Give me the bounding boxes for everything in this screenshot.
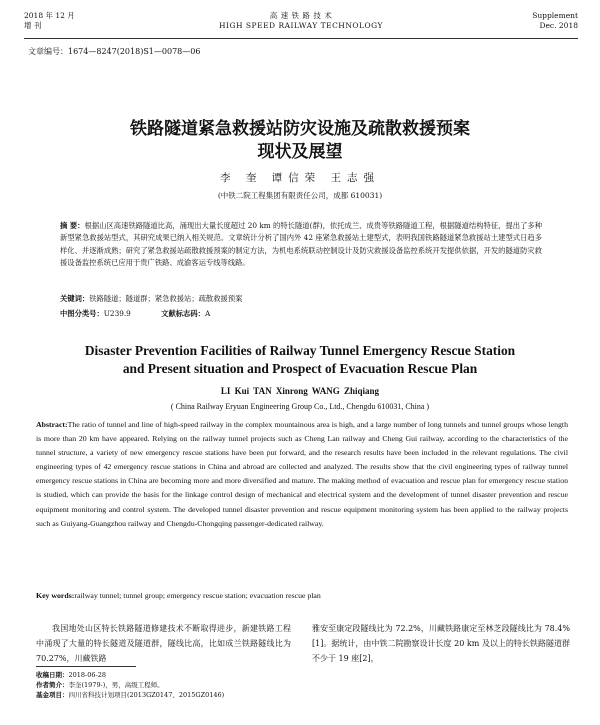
footnote-text: 李奎(1979-)，男，高级工程师。 (68, 681, 164, 689)
abstract-en (36, 418, 568, 531)
clc-label: 中图分类号： (60, 309, 104, 318)
header-date-en: Dec. 2018 (539, 21, 578, 30)
doc-code-value: A (204, 309, 211, 318)
footnote-text: 四川省科技计划项目(2013GZ0147、2015GZ0146) (68, 691, 225, 699)
title-cn (0, 118, 600, 164)
affiliation-en: ( China Railway Eryuan Engineering Group Co., Ltd., Chengdu 610031, China ) (170, 402, 430, 411)
keywords-en-text: railway tunnel; tunnel group; emergency rescue station; evacuation rescue plan (74, 591, 321, 600)
keywords-en-label: Key words: (36, 591, 75, 600)
header-date: 2018 年 12 月 (24, 11, 75, 20)
body-column-right: 雅安至康定段隧线比为 72.2%，川藏铁路康定至林芝段隧线比为 78.4%[1]。据统计，由中铁二院勘察设计长度 20 km 及以上的特长铁路隧道群不少于 19 座[2]， (312, 624, 570, 663)
title-en-line2: and Present situation and Prospect of Evacuation Rescue Plan (122, 361, 478, 376)
clc-field (60, 309, 145, 318)
journal-name-en: HIGH SPEED RAILWAY TECHNOLOGY (219, 21, 383, 30)
keywords-cn-label: 关键词： (60, 294, 90, 303)
classification-line (60, 309, 542, 319)
keywords-cn (60, 294, 542, 304)
abstract-cn-label: 摘 要： (60, 221, 85, 230)
abstract-en-text: The ratio of tunnel and line of high-speed railway in the complex mountainous area is high, and a large number of long tunnels and tunnel groups whose length is more than 20 km have appeared. Relying on the railway tunnel projects such as Cheng Lan railway and Cheng Gui railway, according to the characteristics of the tunnel structure, a variety of new emergency rescue stations have been put forward, and the research results have been included in the relevant regulations. The civil engineering types of 42 emergency rescue stations in China and abroad are collected and analyzed. The results show that the civil engineering types of railway tunnel emergency rescue stations in China are becoming more and more diversified and mature. The making method of evacuation and rescue plan for emergency rescue station is studied, which can provide the basis for the linkage control design of mechanical and electrical system and the development of tunnel disaster prevention and rescue equipment monitoring and control system. The developed tunnel disaster prevention and rescue equipment monitoring system has been applied to the railway projects such as Guiyang-Guangzhou railway and Chengdu-Chongqing passenger-dedicated railway. (36, 420, 568, 528)
footnote-text: 2018-06-28 (68, 671, 106, 679)
authors-cn: 李 奎 谭信荣 王志强 (219, 172, 380, 184)
header-right (532, 11, 578, 31)
footnote-funding (36, 691, 224, 700)
authors-en: LI Kui TAN Xinrong WANG Zhiqiang (220, 386, 380, 396)
affiliation-cn: (中铁二院工程集团有限责任公司，成都 610031) (217, 191, 383, 200)
journal-name-cn: 高 速 铁 路 技 术 (269, 11, 333, 20)
abstract-en-label: Abstract: (36, 420, 68, 429)
doc-code-field (161, 309, 224, 318)
keywords-en (36, 591, 568, 600)
title-cn-line2: 现状及展望 (257, 142, 343, 162)
body-column-left: 我国地处山区特长铁路隧道修建技术不断取得进步，新建铁路工程中涌现了大量的特长隧道及隧道群，隧线比高，比如成兰铁路隧线比为 70.27%，川藏铁路 (36, 624, 291, 663)
title-en-line1: Disaster Prevention Facilities of Railway Tunnel Emergency Rescue Station (84, 343, 516, 358)
footnote-divider (36, 666, 136, 667)
footnote-label: 基金项目： (36, 691, 69, 699)
footnote-author-bio (36, 681, 164, 690)
footnote-received (36, 671, 106, 680)
footnote-label: 收稿日期： (36, 671, 69, 679)
footnote-label: 作者简介： (36, 681, 69, 689)
title-en (0, 342, 600, 378)
header-supplement-cn: 增 刊 (24, 21, 42, 30)
header-center (24, 11, 578, 31)
title-cn-line1: 铁路隧道紧急救援站防灾设施及疏散救援预案 (130, 119, 470, 139)
header-supplement-en: Supplement (532, 11, 578, 20)
abstract-cn (60, 220, 542, 269)
keywords-cn-text: 铁路隧道；隧道群；紧急救援站；疏散救援预案 (89, 294, 243, 303)
clc-value: U239.9 (103, 309, 131, 318)
doc-code-label: 文献标志码： (161, 309, 205, 318)
running-header (24, 6, 578, 39)
article-number: 文章编号：1674—8247(2018)S1—0078—06 (28, 47, 201, 56)
abstract-cn-text: 根据山区高速铁路隧道比高，涌现出大量长度超过 20 km 的特长隧道(群)，依托成兰、成贵等铁路隧道工程，根据隧道结构特征，提出了多种新型紧急救援站型式，其研究成果已纳入相关规范。文章统计分析了国内外 42 座紧急救援站土建型式，表明我国铁路隧道紧急救援站土建型式日趋多样化、并逐渐成熟；研究了紧急救援站疏散救援预案的制定方法，为机电系统联动控制设计及防灾救援设备监控系统开发提供依据，开发的隧道防灾救援设备监控系统已应用于贵广铁路、成渝客运专线等线路。 (60, 221, 542, 267)
